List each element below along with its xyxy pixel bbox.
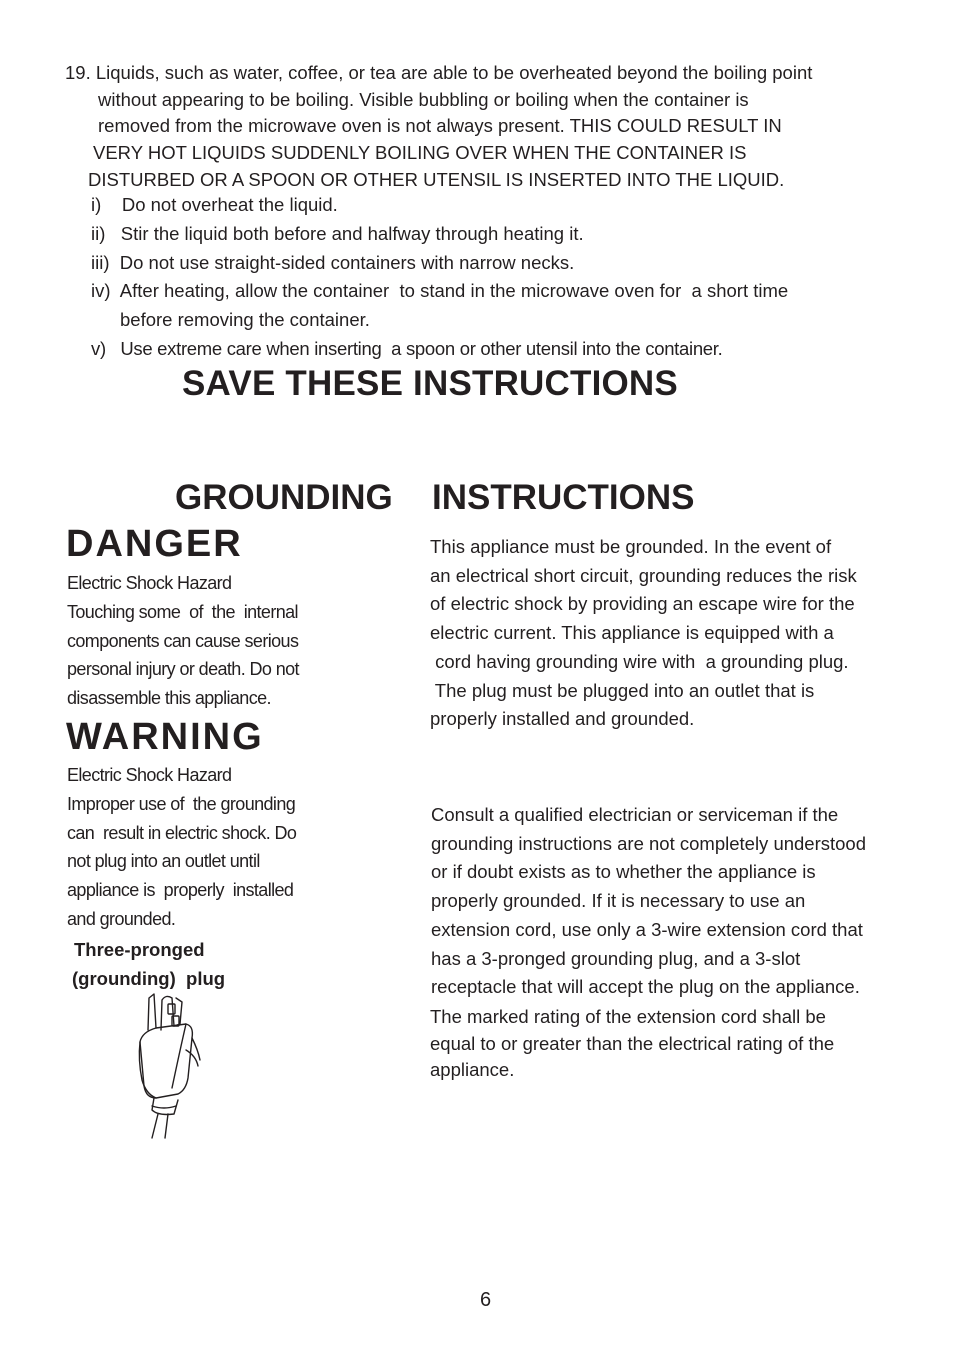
warning-line: can result in electric shock. Do	[67, 822, 297, 843]
plug-caption-line1: Three-pronged	[74, 939, 205, 960]
paragraph-line: properly installed and grounded.	[430, 708, 695, 730]
grounding-heading-word2: INSTRUCTIONS	[432, 478, 695, 517]
danger-line: disassemble this appliance.	[67, 688, 271, 709]
item-19-line-3: removed from the microwave oven is not always present. THIS COULD RESULT IN	[98, 115, 782, 136]
item-19-line-2: without appearing to be boiling. Visible bubbling or boiling when the container is	[98, 89, 749, 110]
paragraph-line: electric current. This appliance is equipped with a	[430, 622, 834, 644]
paragraph-line: grounding instructions are not completely understood	[431, 832, 867, 854]
save-instructions-heading: SAVE THESE INSTRUCTIONS	[182, 364, 678, 403]
item-19-line-1: 19. Liquids, such as water, coffee, or tea are able to be overheated beyond the boiling point	[65, 62, 813, 83]
subitem-v: v) Use extreme care when inserting a spoon or other utensil into the container.	[91, 338, 723, 359]
grounding-paragraph-3	[430, 1004, 834, 1084]
danger-text	[67, 569, 299, 713]
item-19-line-5: DISTURBED OR A SPOON OR OTHER UTENSIL IS INSERTED INTO THE LIQUID.	[88, 169, 785, 190]
paragraph-line: of electric shock by providing an escape wire for the	[430, 593, 855, 615]
danger-line: Touching some of the internal	[67, 601, 298, 622]
danger-heading: DANGER	[66, 523, 243, 565]
warning-heading: WARNING	[66, 716, 264, 758]
paragraph-line: Consult a qualified electrician or serviceman if the	[431, 804, 839, 825]
page-number: 6	[480, 1289, 492, 1311]
danger-line: components can cause serious	[67, 630, 299, 651]
warning-line: and grounded.	[67, 908, 176, 929]
warning-text	[67, 761, 296, 934]
subitem-ii: ii) Stir the liquid both before and halfway through heating it.	[91, 223, 584, 244]
danger-line: personal injury or death. Do not	[67, 659, 299, 680]
paragraph-line: The plug must be plugged into an outlet that is	[430, 679, 815, 701]
paragraph-line: The marked rating of the extension cord shall be	[430, 1006, 826, 1027]
paragraph-line: or if doubt exists as to whether the appliance is	[431, 861, 816, 883]
subitem-iv-continued: before removing the container.	[120, 309, 370, 330]
subitem-iii: iii) Do not use straight-sided containers with narrow necks.	[91, 252, 575, 273]
paragraph-line: has a 3-pronged grounding plug, and a 3-slot	[431, 947, 801, 969]
plug-caption-line2: (grounding) plug	[72, 968, 226, 989]
three-pronged-plug-icon	[128, 990, 218, 1140]
grounding-paragraph-2	[431, 801, 866, 1002]
item-19-line-4: VERY HOT LIQUIDS SUDDENLY BOILING OVER WHEN THE CONTAINER IS	[93, 142, 747, 163]
subitem-iv: iv) After heating, allow the container to stand in the microwave oven for a short time	[91, 280, 789, 301]
warning-line: appliance is properly installed	[67, 880, 294, 901]
paragraph-line: appliance.	[430, 1059, 515, 1080]
danger-line: Electric Shock Hazard	[67, 573, 232, 593]
paragraph-line: cord having grounding wire with a grounding plug.	[430, 650, 849, 672]
paragraph-line: properly grounded. If it is necessary to use an	[431, 890, 806, 912]
paragraph-line: an electrical short circuit, grounding reduces the risk	[430, 564, 857, 586]
grounding-paragraph-1	[430, 533, 857, 734]
paragraph-line: This appliance must be grounded. In the event of	[430, 536, 832, 557]
grounding-heading-word1: GROUNDING	[175, 478, 393, 517]
subitem-i: i) Do not overheat the liquid.	[91, 194, 338, 215]
warning-line: Improper use of the grounding	[67, 793, 296, 814]
warning-line: not plug into an outlet until	[67, 851, 260, 872]
warning-line: Electric Shock Hazard	[67, 765, 232, 785]
paragraph-line: equal to or greater than the electrical rating of the	[430, 1032, 835, 1054]
paragraph-line: extension cord, use only a 3-wire extension cord that	[431, 918, 863, 940]
paragraph-line: receptacle that will accept the plug on the appliance.	[431, 976, 860, 998]
